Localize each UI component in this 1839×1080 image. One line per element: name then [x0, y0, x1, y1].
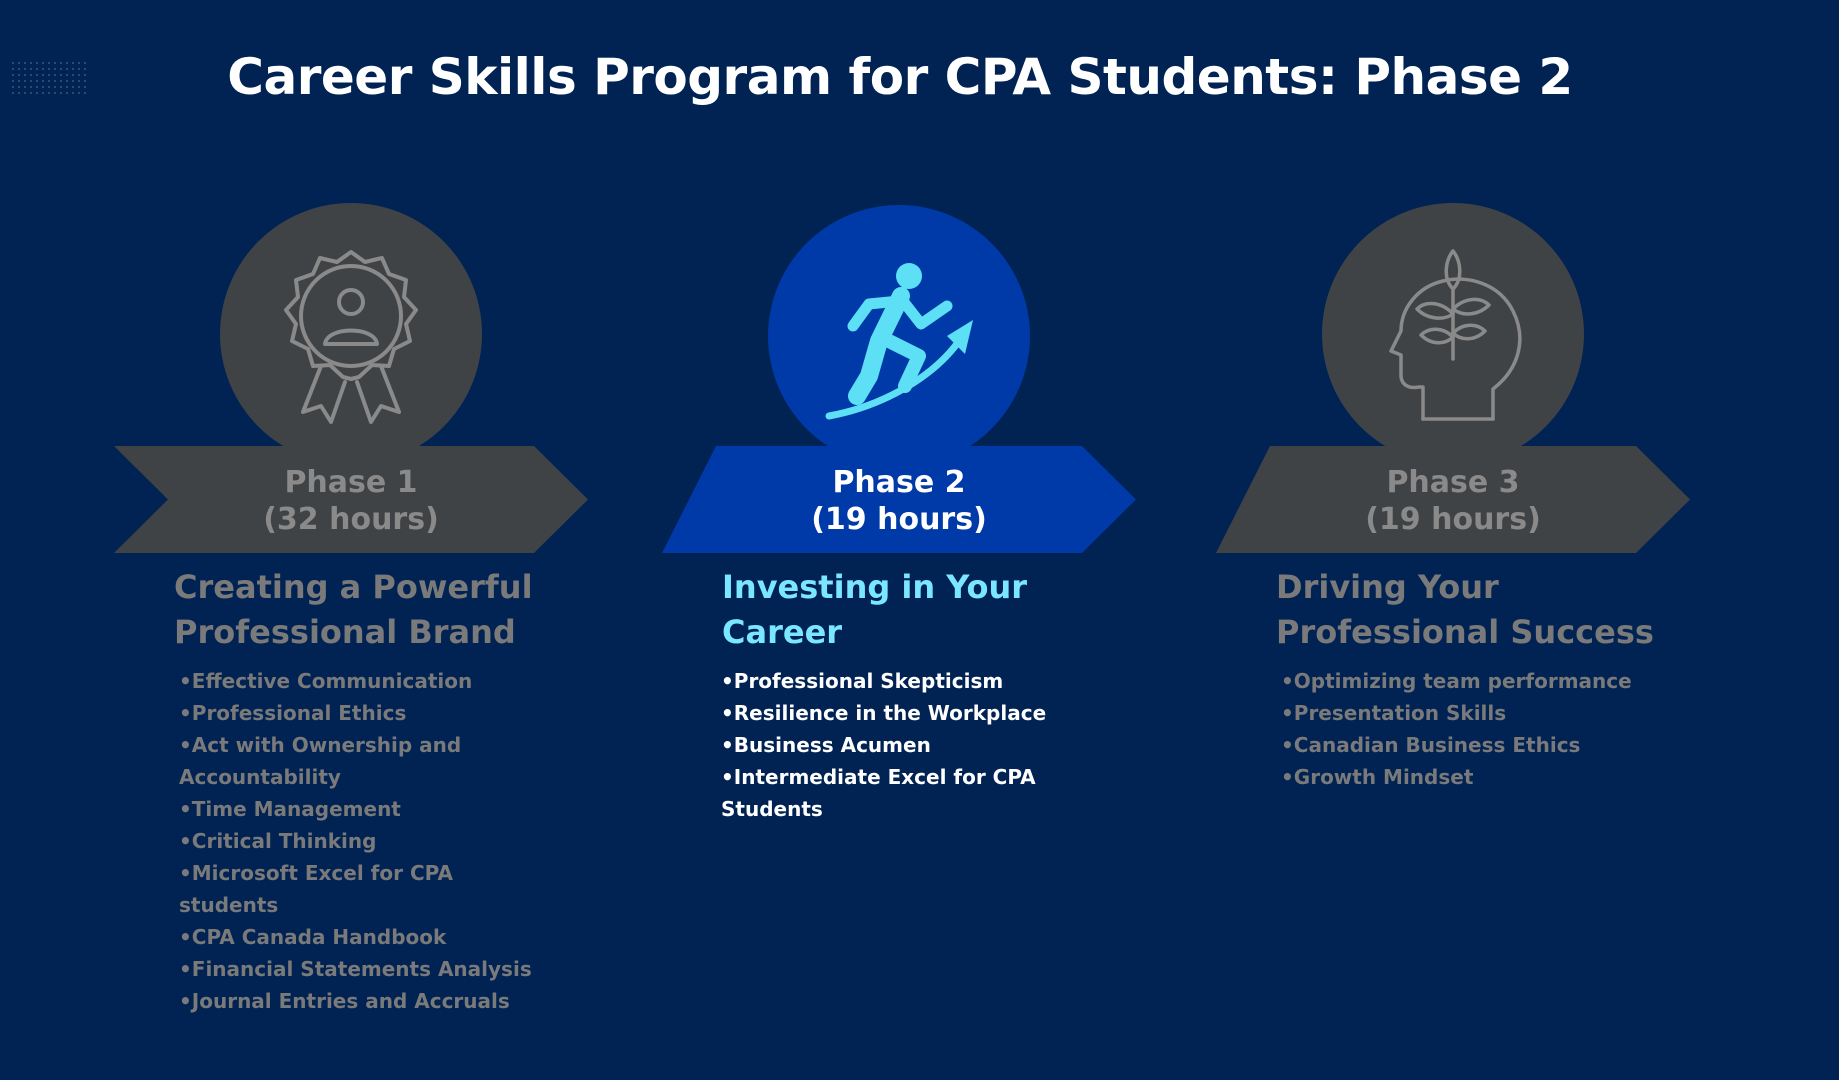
phase-3-hours: (19 hours) — [1365, 502, 1541, 537]
phase-1-hours: (32 hours) — [263, 502, 439, 537]
list-item: •Intermediate Excel for CPA Students — [721, 765, 1036, 821]
list-item: •Business Acumen — [721, 733, 931, 757]
running-person-growth-arrow-icon — [809, 246, 989, 426]
phase-2-label — [662, 464, 1136, 538]
phase-2-heading: Investing in Your Career — [722, 568, 1028, 651]
list-item: •Journal Entries and Accruals — [179, 989, 510, 1013]
phase-1-label — [114, 464, 588, 538]
list-item: •Presentation Skills — [1281, 701, 1507, 725]
phase-2-icon-circle — [768, 205, 1030, 467]
phase-1-skill-list — [179, 665, 559, 1017]
list-item: •Professional Skepticism — [721, 669, 1004, 693]
phase-3-title: Phase 3 — [1386, 465, 1520, 500]
list-item: •Growth Mindset — [1281, 765, 1474, 789]
list-item: •Time Management — [179, 797, 401, 821]
list-item: •Optimizing team performance — [1281, 669, 1632, 693]
phase-3-arrow-banner — [1216, 446, 1690, 553]
phase-2-hours: (19 hours) — [811, 502, 987, 537]
list-item: •Microsoft Excel for CPA students — [179, 861, 453, 917]
award-ribbon-person-icon — [261, 234, 441, 434]
phase-3-icon-circle — [1322, 203, 1584, 465]
phase-3-heading: Driving Your Professional Success — [1276, 568, 1654, 651]
list-item: •Effective Communication — [179, 669, 473, 693]
page-title: Career Skills Program for CPA Students: Phase 2 — [227, 48, 1573, 106]
phase-1-title: Phase 1 — [284, 465, 418, 500]
list-item: •Professional Ethics — [179, 701, 407, 725]
phase-2-arrow-banner — [662, 446, 1136, 553]
list-item: •Canadian Business Ethics — [1281, 733, 1581, 757]
phase-1-heading: Creating a Powerful Professional Brand — [174, 568, 533, 651]
list-item: •CPA Canada Handbook — [179, 925, 447, 949]
phase-3-label — [1216, 464, 1690, 538]
phase-1-arrow-banner — [114, 446, 588, 553]
phase-2-title: Phase 2 — [832, 465, 966, 500]
list-item: •Financial Statements Analysis — [179, 957, 532, 981]
phase-1-icon-circle — [220, 203, 482, 465]
phase-2-skill-list — [721, 665, 1101, 825]
list-item: •Resilience in the Workplace — [721, 701, 1047, 725]
phase-3-skill-list — [1281, 665, 1661, 793]
head-with-plant-icon — [1373, 239, 1533, 429]
list-item: •Act with Ownership and Accountability — [179, 733, 462, 789]
list-item: •Critical Thinking — [179, 829, 377, 853]
